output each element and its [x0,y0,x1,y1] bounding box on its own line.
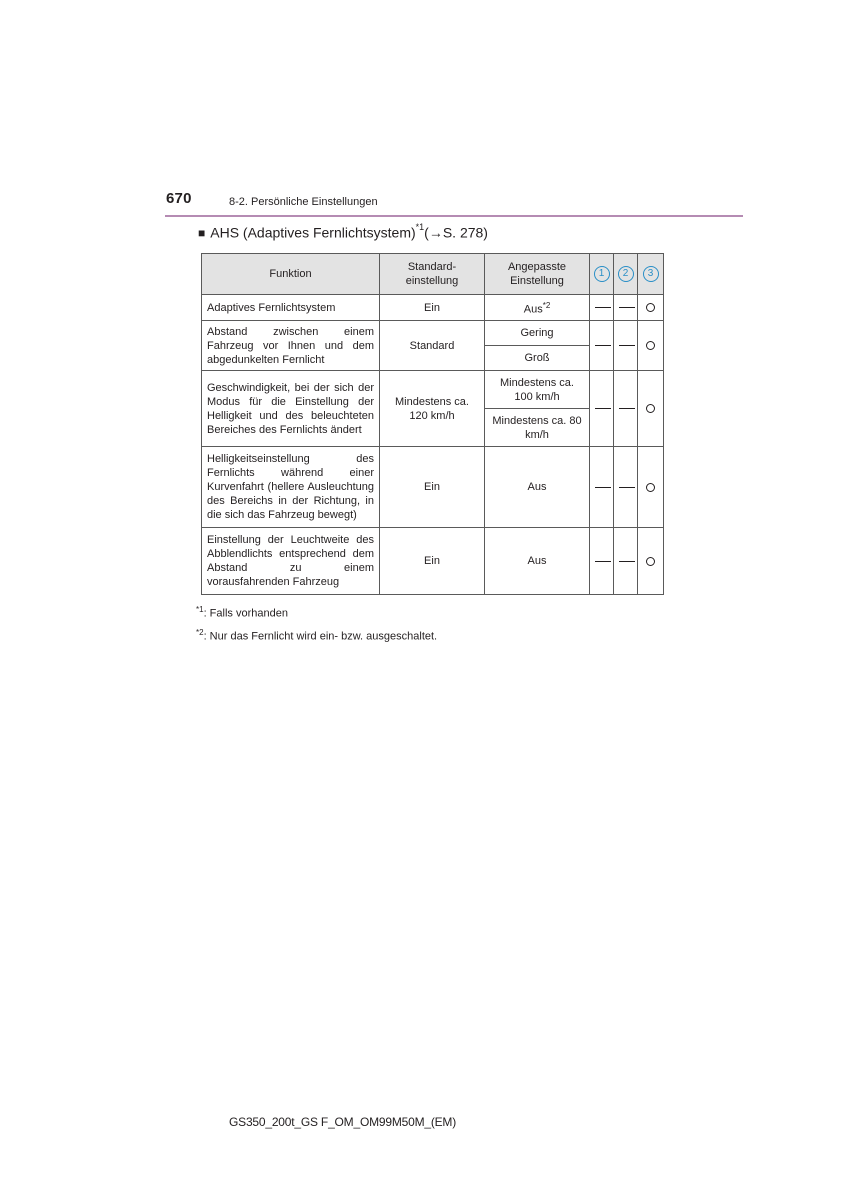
heading-text: AHS (Adaptives Fernlichtsystem) [210,224,416,241]
footnote-2-mark: *2 [196,628,204,637]
row-custom: Aus [485,447,590,528]
row-custom: Gering [485,321,590,346]
custom-value: Aus [523,303,543,316]
number-circle-3-icon: 3 [643,266,659,282]
header-divider [165,215,743,217]
row-default: Ein [380,528,485,595]
row-custom [485,295,590,321]
row-custom: Mindestens ca. 80 km/h [485,409,590,447]
footnote-1-mark: *1 [196,605,204,614]
row-custom: Groß [485,346,590,371]
table-row [202,321,664,346]
dash-icon [595,345,611,346]
section-breadcrumb: 8-2. Persönliche Einstellungen [229,196,378,208]
method-3-cell [638,447,664,528]
bullet-square-icon: ■ [198,225,206,240]
method-1-cell [590,528,614,595]
header-default: Standard- einstellung [380,254,485,295]
row-function: Abstand zwischen einem Fahrzeug vor Ihnen und dem abgedunkelten Fernlicht [202,321,380,371]
row-function: Helligkeitseinstellung des Fernlichts während einer Kurvenfahrt (hellere Ausleuchtung des Bereichs in der Richtung, in die sich das Fahrzeug bewegt) [202,447,380,528]
table-row [202,295,664,321]
dash-icon [619,408,635,409]
row-custom: Aus [485,528,590,595]
method-2-cell [614,321,638,371]
dash-icon [619,561,635,562]
method-1-cell [590,321,614,371]
method-1-cell [590,371,614,447]
dash-icon [619,487,635,488]
method-2-cell [614,528,638,595]
table-row [202,447,664,528]
row-default: Mindestens ca. 120 km/h [380,371,485,447]
header-method-1 [590,254,614,295]
section-heading [198,224,488,241]
settings-table [201,253,664,595]
header-method-3 [638,254,664,295]
table-row [202,371,664,409]
circle-outline-icon [646,557,655,566]
method-3-cell [638,295,664,321]
circle-outline-icon [646,303,655,312]
dash-icon [619,307,635,308]
document-code: GS350_200t_GS F_OM_OM99M50M_(EM) [229,1115,457,1129]
dash-icon [595,561,611,562]
heading-footnote-mark: *1 [415,222,425,232]
method-3-cell [638,321,664,371]
page-number: 670 [166,190,192,207]
row-default: Standard [380,321,485,371]
dash-icon [619,345,635,346]
dash-icon [595,408,611,409]
number-circle-1-icon: 1 [594,266,610,282]
row-default: Ein [380,447,485,528]
row-custom: Mindestens ca. 100 km/h [485,371,590,409]
method-2-cell [614,295,638,321]
row-function: Einstellung der Leuchtweite des Abblendlichts entsprechend dem Abstand zu einem vorausfahrenden Fahrzeug [202,528,380,595]
header-method-2 [614,254,638,295]
method-3-cell [638,528,664,595]
dash-icon [595,307,611,308]
row-function: Geschwindigkeit, bei der sich der Modus für die Einstellung der Helligkeit und des beleuchteten Bereiches des Fernlichts ändert [202,371,380,447]
circle-outline-icon [646,341,655,350]
table-header-row [202,254,664,295]
circle-outline-icon [646,483,655,492]
method-3-cell [638,371,664,447]
custom-footnote-mark: *2 [542,300,551,310]
footnote-1 [196,605,288,620]
header-custom: Angepasste Einstellung [485,254,590,295]
header-function: Funktion [202,254,380,295]
footnote-2 [196,628,437,643]
method-2-cell [614,447,638,528]
method-2-cell [614,371,638,447]
footnote-2-text: : Nur das Fernlicht wird ein- bzw. ausgeschaltet. [203,630,438,643]
method-1-cell [590,447,614,528]
circle-outline-icon [646,404,655,413]
method-1-cell [590,295,614,321]
number-circle-2-icon: 2 [618,266,634,282]
dash-icon [595,487,611,488]
footnote-1-text: : Falls vorhanden [203,607,288,620]
row-default: Ein [380,295,485,321]
table-row [202,528,664,595]
heading-page-reference[interactable]: (→S. 278) [424,224,488,241]
row-function: Adaptives Fernlichtsystem [202,295,380,321]
